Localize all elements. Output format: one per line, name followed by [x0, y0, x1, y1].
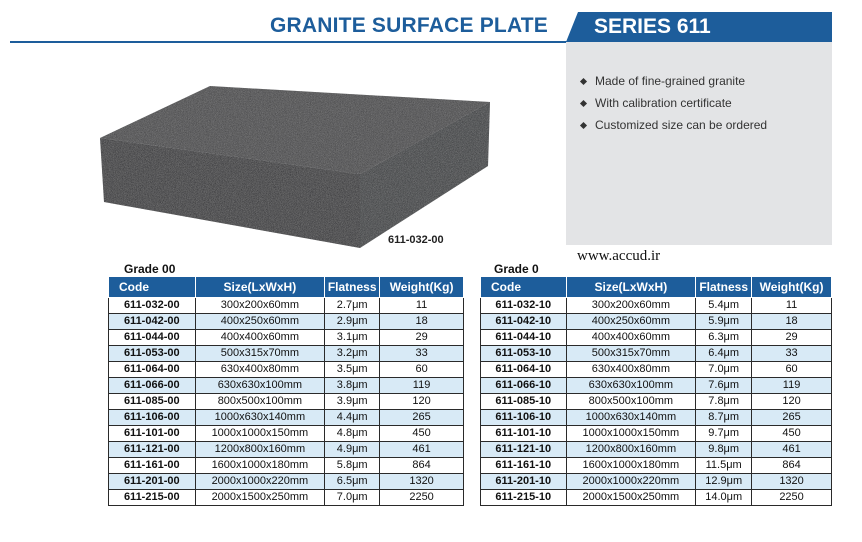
cell-flatness: 9.7μm: [696, 426, 752, 442]
feature-panel: [566, 42, 832, 245]
cell-size: 400x250x60mm: [566, 314, 696, 330]
cell-code: 611-042-10: [481, 314, 567, 330]
cell-flatness: 5.4μm: [696, 298, 752, 314]
diamond-bullet-icon: [580, 122, 587, 129]
cell-code: 611-044-00: [109, 330, 196, 346]
cell-size: 400x250x60mm: [195, 314, 325, 330]
table-row: [109, 314, 464, 330]
cell-flatness: 14.0μm: [696, 490, 752, 506]
diamond-bullet-icon: [580, 78, 587, 85]
cell-code: 611-101-00: [109, 426, 196, 442]
cell-flatness: 3.1μm: [325, 330, 380, 346]
cell-weight: 120: [752, 394, 832, 410]
table-row: [109, 378, 464, 394]
feature-item: [580, 96, 767, 118]
table-row: [481, 410, 832, 426]
grade00-table: [108, 276, 464, 506]
grade0-label: Grade 0: [494, 262, 539, 276]
table-row: [481, 474, 832, 490]
cell-code: 611-121-00: [109, 442, 196, 458]
cell-weight: 265: [752, 410, 832, 426]
cell-flatness: 4.4μm: [325, 410, 380, 426]
feature-item: [580, 74, 767, 96]
grade0-rows: [481, 298, 832, 506]
table-row: [481, 458, 832, 474]
grade00-label: Grade 00: [124, 262, 176, 276]
cell-weight: 33: [380, 346, 464, 362]
col-header-size: Size(LxWxH): [195, 277, 325, 298]
col-header-size: Size(LxWxH): [566, 277, 696, 298]
cell-code: 611-085-00: [109, 394, 196, 410]
grade0-table: [480, 276, 832, 506]
cell-size: 400x400x60mm: [566, 330, 696, 346]
cell-weight: 60: [380, 362, 464, 378]
cell-weight: 11: [752, 298, 832, 314]
cell-weight: 461: [380, 442, 464, 458]
col-header-weight: Weight(Kg): [380, 277, 464, 298]
cell-weight: 120: [380, 394, 464, 410]
diamond-bullet-icon: [580, 100, 587, 107]
feature-list: [580, 74, 767, 140]
cell-flatness: 9.8μm: [696, 442, 752, 458]
cell-size: 1200x800x160mm: [195, 442, 325, 458]
cell-size: 1000x630x140mm: [195, 410, 325, 426]
cell-code: 611-106-10: [481, 410, 567, 426]
cell-weight: 450: [752, 426, 832, 442]
table-row: [109, 410, 464, 426]
cell-flatness: 7.6μm: [696, 378, 752, 394]
table-row: [109, 426, 464, 442]
cell-flatness: 6.3μm: [696, 330, 752, 346]
cell-code: 611-044-10: [481, 330, 567, 346]
cell-size: 400x400x60mm: [195, 330, 325, 346]
cell-flatness: 3.5μm: [325, 362, 380, 378]
cell-code: 611-053-10: [481, 346, 567, 362]
table-row: [481, 394, 832, 410]
feature-item: [580, 118, 767, 140]
page-title: GRANITE SURFACE PLATE: [270, 14, 548, 37]
cell-size: 800x500x100mm: [566, 394, 696, 410]
cell-flatness: 11.5μm: [696, 458, 752, 474]
cell-flatness: 5.9μm: [696, 314, 752, 330]
cell-code: 611-201-00: [109, 474, 196, 490]
cell-size: 2000x1000x220mm: [195, 474, 325, 490]
col-header-weight: Weight(Kg): [752, 277, 832, 298]
grade00-rows: [109, 298, 464, 506]
cell-flatness: 2.7μm: [325, 298, 380, 314]
table-row: [481, 362, 832, 378]
table-row: [481, 490, 832, 506]
cell-weight: 864: [752, 458, 832, 474]
cell-code: 611-215-10: [481, 490, 567, 506]
cell-weight: 33: [752, 346, 832, 362]
cell-flatness: 6.5μm: [325, 474, 380, 490]
cell-weight: 29: [380, 330, 464, 346]
col-header-flatness: Flatness: [325, 277, 380, 298]
table-row: [481, 442, 832, 458]
cell-weight: 461: [752, 442, 832, 458]
cell-code: 611-042-00: [109, 314, 196, 330]
cell-size: 2000x1500x250mm: [195, 490, 325, 506]
cell-code: 611-101-10: [481, 426, 567, 442]
feature-text: Customized size can be ordered: [595, 118, 768, 132]
table-row: [481, 346, 832, 362]
cell-size: 2000x1500x250mm: [566, 490, 696, 506]
cell-code: 611-032-00: [109, 298, 196, 314]
table-row: [109, 474, 464, 490]
table-row: [109, 458, 464, 474]
cell-flatness: 5.8μm: [325, 458, 380, 474]
cell-size: 1200x800x160mm: [566, 442, 696, 458]
cell-code: 611-064-10: [481, 362, 567, 378]
col-header-flatness: Flatness: [696, 277, 752, 298]
table-row: [481, 330, 832, 346]
cell-weight: 29: [752, 330, 832, 346]
cell-weight: 18: [752, 314, 832, 330]
cell-code: 611-066-00: [109, 378, 196, 394]
cell-size: 1000x1000x150mm: [566, 426, 696, 442]
table-row: [109, 362, 464, 378]
cell-code: 611-215-00: [109, 490, 196, 506]
cell-code: 611-121-10: [481, 442, 567, 458]
cell-size: 1600x1000x180mm: [195, 458, 325, 474]
table-header-row: [109, 277, 464, 298]
cell-code: 611-053-00: [109, 346, 196, 362]
cell-size: 2000x1000x220mm: [566, 474, 696, 490]
cell-weight: 265: [380, 410, 464, 426]
granite-plate-image: [98, 70, 498, 250]
cell-weight: 11: [380, 298, 464, 314]
cell-weight: 18: [380, 314, 464, 330]
cell-weight: 864: [380, 458, 464, 474]
cell-size: 630x400x80mm: [566, 362, 696, 378]
cell-code: 611-085-10: [481, 394, 567, 410]
cell-code: 611-032-10: [481, 298, 567, 314]
cell-flatness: 3.8μm: [325, 378, 380, 394]
cell-code: 611-161-00: [109, 458, 196, 474]
header-rule: [10, 41, 570, 43]
cell-size: 500x315x70mm: [566, 346, 696, 362]
col-header-code: Code: [109, 277, 196, 298]
cell-flatness: 4.8μm: [325, 426, 380, 442]
cell-weight: 119: [380, 378, 464, 394]
cell-flatness: 7.8μm: [696, 394, 752, 410]
cell-flatness: 4.9μm: [325, 442, 380, 458]
cell-weight: 60: [752, 362, 832, 378]
website-link[interactable]: www.accud.ir: [577, 248, 661, 264]
cell-size: 300x200x60mm: [195, 298, 325, 314]
cell-size: 630x630x100mm: [566, 378, 696, 394]
cell-size: 630x400x80mm: [195, 362, 325, 378]
cell-code: 611-064-00: [109, 362, 196, 378]
cell-flatness: 12.9μm: [696, 474, 752, 490]
cell-size: 300x200x60mm: [566, 298, 696, 314]
cell-flatness: 7.0μm: [325, 490, 380, 506]
cell-flatness: 7.0μm: [696, 362, 752, 378]
feature-text: Made of fine-grained granite: [595, 74, 746, 88]
table-header-row: [481, 277, 832, 298]
cell-flatness: 2.9μm: [325, 314, 380, 330]
cell-flatness: 3.9μm: [325, 394, 380, 410]
cell-code: 611-201-10: [481, 474, 567, 490]
table-row: [109, 394, 464, 410]
cell-code: 611-066-10: [481, 378, 567, 394]
table-row: [109, 442, 464, 458]
col-header-code: Code: [481, 277, 567, 298]
cell-flatness: 6.4μm: [696, 346, 752, 362]
cell-size: 800x500x100mm: [195, 394, 325, 410]
table-row: [481, 426, 832, 442]
cell-weight: 1320: [752, 474, 832, 490]
cell-flatness: 3.2μm: [325, 346, 380, 362]
table-row: [481, 298, 832, 314]
cell-code: 611-161-10: [481, 458, 567, 474]
table-row: [109, 298, 464, 314]
cell-size: 1000x1000x150mm: [195, 426, 325, 442]
series-label: SERIES 611: [594, 15, 711, 38]
feature-text: With calibration certificate: [595, 96, 732, 110]
cell-size: 630x630x100mm: [195, 378, 325, 394]
cell-flatness: 8.7μm: [696, 410, 752, 426]
cell-size: 1600x1000x180mm: [566, 458, 696, 474]
table-row: [481, 378, 832, 394]
cell-weight: 1320: [380, 474, 464, 490]
table-row: [109, 346, 464, 362]
image-caption: 611-032-00: [388, 234, 444, 246]
table-row: [481, 314, 832, 330]
cell-weight: 2250: [380, 490, 464, 506]
cell-weight: 119: [752, 378, 832, 394]
cell-weight: 2250: [752, 490, 832, 506]
cell-code: 611-106-00: [109, 410, 196, 426]
table-row: [109, 330, 464, 346]
table-row: [109, 490, 464, 506]
cell-weight: 450: [380, 426, 464, 442]
cell-size: 500x315x70mm: [195, 346, 325, 362]
cell-size: 1000x630x140mm: [566, 410, 696, 426]
